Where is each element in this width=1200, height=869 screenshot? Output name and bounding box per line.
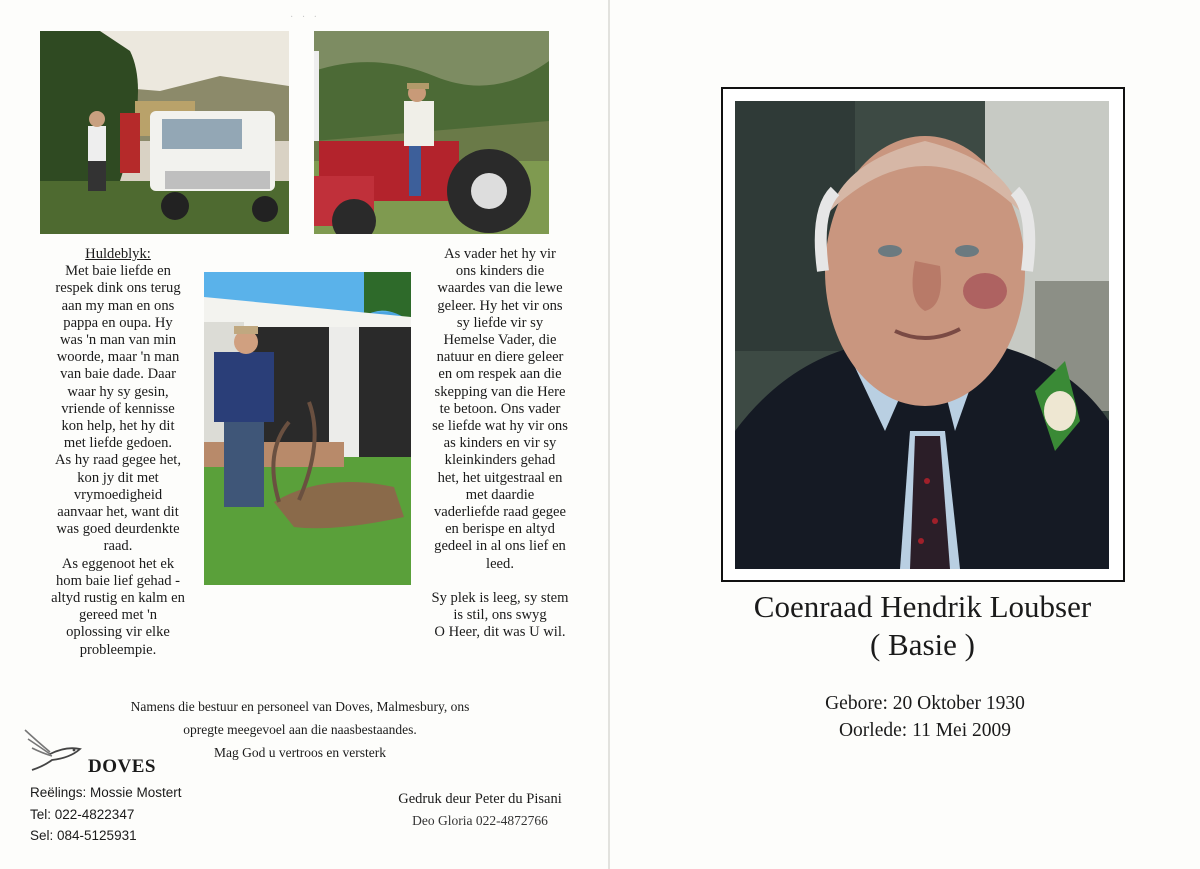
tribute-line: probleempie. bbox=[79, 641, 157, 658]
condolence-line: Namens die bestuur en personeel van Doves, Malmesbury, ons bbox=[130, 699, 470, 714]
condolence-line: opregte meegevoel aan die naasbestaandes. bbox=[183, 722, 417, 737]
tribute-line: Hemelse Vader, die bbox=[443, 332, 557, 349]
tribute-line: raad. bbox=[103, 538, 133, 555]
tribute-line: respek dink ons terug bbox=[55, 280, 181, 297]
tribute-line: woorde, maar 'n man bbox=[56, 349, 180, 366]
tribute-line: Met baie liefde en bbox=[65, 263, 171, 280]
printer-line: Gedruk deur Peter du Pisani bbox=[398, 791, 562, 807]
tribute-line: hom baie lief gehad - bbox=[56, 572, 180, 589]
scan-mark: · · · bbox=[290, 12, 320, 23]
tribute-line: gereed met 'n bbox=[79, 607, 157, 624]
contact-arrangements: Reëlings: Mossie Mostert bbox=[30, 785, 182, 800]
tribute-line: se liefde wat hy vir ons bbox=[432, 418, 568, 435]
tribute-line: oplossing vir elke bbox=[66, 624, 170, 641]
contact-telephone: Tel: 022-4822347 bbox=[30, 806, 135, 822]
nickname: ( Basie ) bbox=[869, 627, 976, 662]
photo-kudu bbox=[204, 272, 411, 585]
portrait-photo bbox=[735, 101, 1109, 569]
tribute-heading: Huldeblyk: bbox=[85, 246, 151, 262]
condolence-message bbox=[90, 695, 510, 764]
tribute-line: vrymoedigheid bbox=[73, 486, 163, 503]
death-date: Oorlede: 11 Mei 2009 bbox=[838, 720, 1012, 741]
tribute-line: as kinders en vir sy bbox=[443, 435, 557, 452]
life-dates bbox=[720, 690, 1130, 744]
tribute-line: leed. bbox=[486, 555, 514, 572]
condolence-line: Mag God u vertroos en versterk bbox=[213, 745, 387, 760]
tribute-line: geleer. Hy het vir ons bbox=[437, 297, 563, 314]
tribute-line: altyd rustig en kalm en bbox=[51, 590, 185, 607]
tribute-closing-line: is stil, ons swyg bbox=[453, 607, 547, 624]
printer-contact: Deo Gloria 022-4872766 bbox=[412, 813, 548, 828]
deceased-name bbox=[700, 588, 1145, 664]
tribute-line: aan my man en ons bbox=[61, 297, 175, 314]
tribute-line: en om respek aan die bbox=[438, 366, 562, 383]
tribute-line: As vader het hy vir bbox=[444, 246, 556, 262]
tribute-line: was goed deurdenkte bbox=[56, 521, 180, 538]
tribute-line: As eggenoot het ek bbox=[61, 555, 175, 572]
tribute-line: kon jy dit met bbox=[77, 469, 159, 486]
tribute-column-1 bbox=[32, 246, 204, 659]
tribute-line: van baie dade. Daar bbox=[60, 366, 176, 383]
tribute-line: te betoon. Ons vader bbox=[439, 400, 561, 417]
tribute-closing-line: Sy plek is leeg, sy stem bbox=[431, 589, 569, 606]
tribute-line: en berispe en altyd bbox=[445, 521, 555, 538]
dove-logo-icon bbox=[22, 726, 84, 776]
tribute-line: waardes van die lewe bbox=[437, 280, 563, 297]
tribute-line: kon help, het hy dit bbox=[61, 418, 175, 435]
tribute-line: As hy raad gegee het, bbox=[54, 452, 182, 469]
tribute-line: pappa en oupa. Hy bbox=[63, 314, 173, 331]
photo-truck bbox=[40, 31, 289, 234]
full-name: Coenraad Hendrik Loubser bbox=[753, 589, 1092, 624]
tribute-line: het, het uitgestraal en bbox=[437, 469, 563, 486]
tribute-line: ons kinders die bbox=[455, 263, 545, 280]
tribute-line: natuur en diere geleer bbox=[436, 349, 564, 366]
tribute-line: waar hy sy gesin, bbox=[67, 383, 169, 400]
printer-credit bbox=[370, 788, 590, 832]
tribute-col1-body bbox=[32, 263, 204, 659]
tribute-line: sy liefde vir sy bbox=[456, 314, 544, 331]
page-fold bbox=[608, 0, 610, 869]
tribute-line: vriende of kennisse bbox=[61, 400, 175, 417]
photo-tractor bbox=[314, 31, 549, 234]
contact-cellphone: Sel: 084-5125931 bbox=[30, 828, 137, 843]
tribute-line: gedeel in al ons lief en bbox=[434, 538, 566, 555]
tribute-line: vaderliefde raad gegee bbox=[433, 504, 567, 521]
doves-brand-name: DOVES bbox=[88, 756, 156, 777]
birth-date: Gebore: 20 Oktober 1930 bbox=[825, 693, 1025, 714]
tribute-line: kleinkinders gehad bbox=[444, 452, 556, 469]
tribute-line: met liefde gedoen. bbox=[63, 435, 173, 452]
tribute-line: was 'n man van min bbox=[59, 332, 177, 349]
tribute-closing-line: O Heer, dit was U wil. bbox=[434, 624, 566, 641]
tribute-line: skepping van die Here bbox=[434, 383, 566, 400]
doves-contacts bbox=[30, 782, 182, 847]
tribute-line: aanvaar het, want dit bbox=[57, 504, 179, 521]
tribute-column-2 bbox=[414, 246, 586, 641]
tribute-line: met daardie bbox=[465, 486, 535, 503]
